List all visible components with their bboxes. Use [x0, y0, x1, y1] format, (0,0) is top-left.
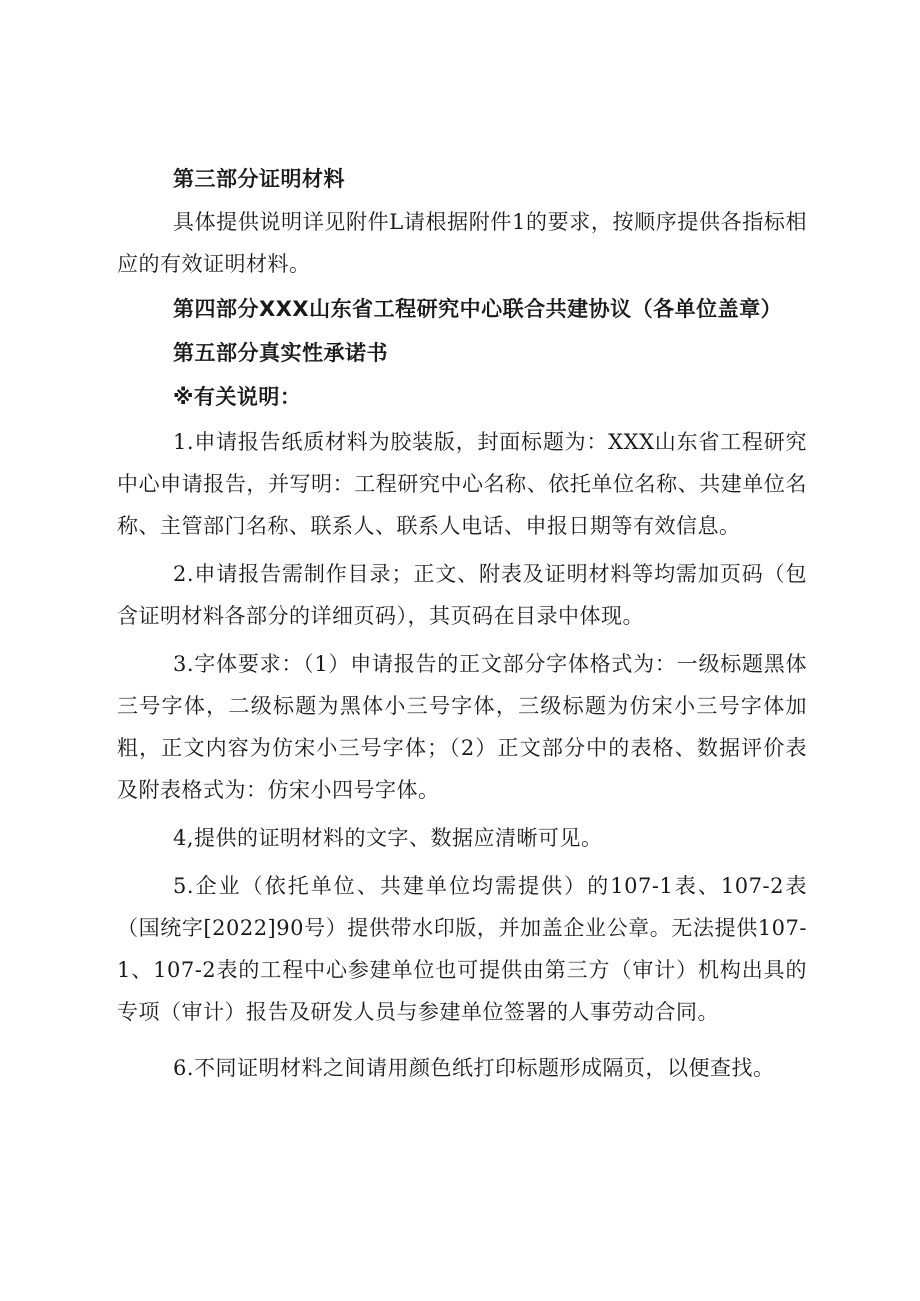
notes-heading: ※有关说明：	[173, 385, 302, 409]
document-body	[117, 157, 807, 1089]
part5-heading: 第五部分真实性承诺书	[173, 341, 388, 365]
part3-heading: 第三部分证明材料	[173, 167, 345, 191]
note-2: 2.申请报告需制作目录；正文、附表及证明材料等均需加页码（包含证明材料各部分的详细页码），其页码在目录中体现。	[117, 562, 807, 628]
note-1: 1.申请报告纸质材料为胶装版，封面标题为：XXX山东省工程研究中心申请报告，并写明：工程研究中心名称、依托单位名称、共建单位名称、主管部门名称、联系人、联系人电话、申报日期等有效信息。	[117, 430, 807, 538]
note-6: 6.不同证明材料之间请用颜色纸打印标题形成隔页，以便查找。	[173, 1056, 775, 1080]
note-3: 3.字体要求：（1）申请报告的正文部分字体格式为：一级标题黑体三号字体，二级标题为黑体小三号字体，三级标题为仿宋小三号字体加粗，正文内容为仿宋小三号字体；（2）正文部分中的表格、数据评价表及附表格式为：仿宋小四号字体。	[117, 652, 807, 802]
note-5: 5.企业（依托单位、共建单位均需提供）的107-1表、107-2表（国统字[2022]90号）提供带水印版，并加盖企业公章。无法提供107-1、107-2表的工程中心参建单位也可提供由第三方（审计）机构出具的专项（审计）报告及研发人员与参建单位签署的人事劳动合同。	[117, 874, 807, 1024]
part3-paragraph: 具体提供说明详见附件L请根据附件1的要求，按顺序提供各指标相应的有效证明材料。	[117, 210, 807, 276]
note-4: 4,提供的证明材料的文字、数据应清晰可见。	[173, 826, 603, 850]
part4-heading: 第四部分XXX山东省工程研究中心联合共建协议（各单位盖章）	[173, 297, 783, 321]
